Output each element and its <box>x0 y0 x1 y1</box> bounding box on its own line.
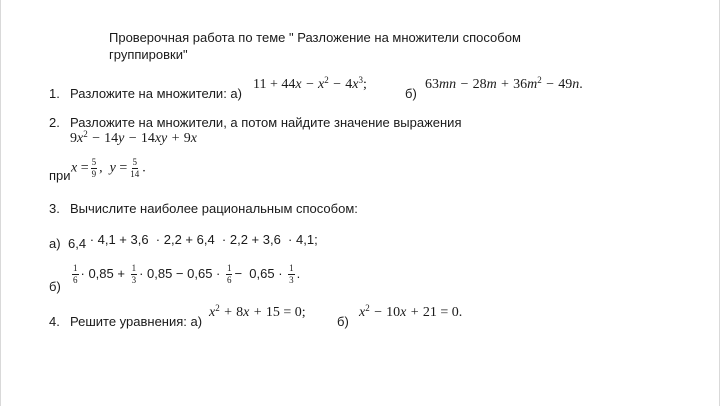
task3-text: Вычислите наиболее рациональным способом: <box>70 201 358 216</box>
task2-when-label: при <box>49 168 71 183</box>
task4-expression-b: $x^2 - 10x + 21 = 0$. <box>359 303 463 320</box>
task1-number: 1. <box>49 86 60 101</box>
task1-expression-b: $63mn - 28m + 36m^2 - 49n$. <box>425 75 583 92</box>
task2-values: x = $\frac{5}{9}$ , y = $\frac{5}{14}$ . <box>71 157 146 179</box>
task3-expression-a: 6,4 · 4,1 + 3,6 · 2,2 + 6,4 · 2,2 + 3,6 · 4,1; <box>68 232 318 251</box>
task2-text: Разложите на множители, а потом найдите значение выражения <box>70 115 462 130</box>
task1-expression-a: $11 + 44x - x^2 - 4x^3$; <box>253 75 367 92</box>
task2-number: 2. <box>49 115 60 130</box>
task3-expression-b: $\frac{1}{6}$ · 0,85 + $\frac{1}{3}$ · 0,85 − 0,65 · $\frac{1}{6}$ − 0,65 · $\frac{1}{3}$ . <box>73 263 301 285</box>
task1-label-b: б) <box>405 86 417 101</box>
task3-label-b: б) <box>49 279 61 294</box>
task3-label-a: а) <box>49 236 61 251</box>
task2-expression: $9x^2 - 14y - 14xy + 9x$ <box>70 129 197 146</box>
task1-text: Разложите на множители: а) <box>70 86 242 101</box>
task4-text: Решите уравнения: а) <box>70 314 203 329</box>
task4-label-b: б) <box>337 314 349 329</box>
title-line-1: Проверочная работа по теме " Разложение на множители способом <box>109 30 521 45</box>
task4-number: 4. <box>49 314 60 329</box>
task4-expression-a: $x^2 + 8x + 15 = 0$; <box>209 303 306 320</box>
task3-number: 3. <box>49 201 60 216</box>
title-line-2: группировки" <box>109 47 188 62</box>
